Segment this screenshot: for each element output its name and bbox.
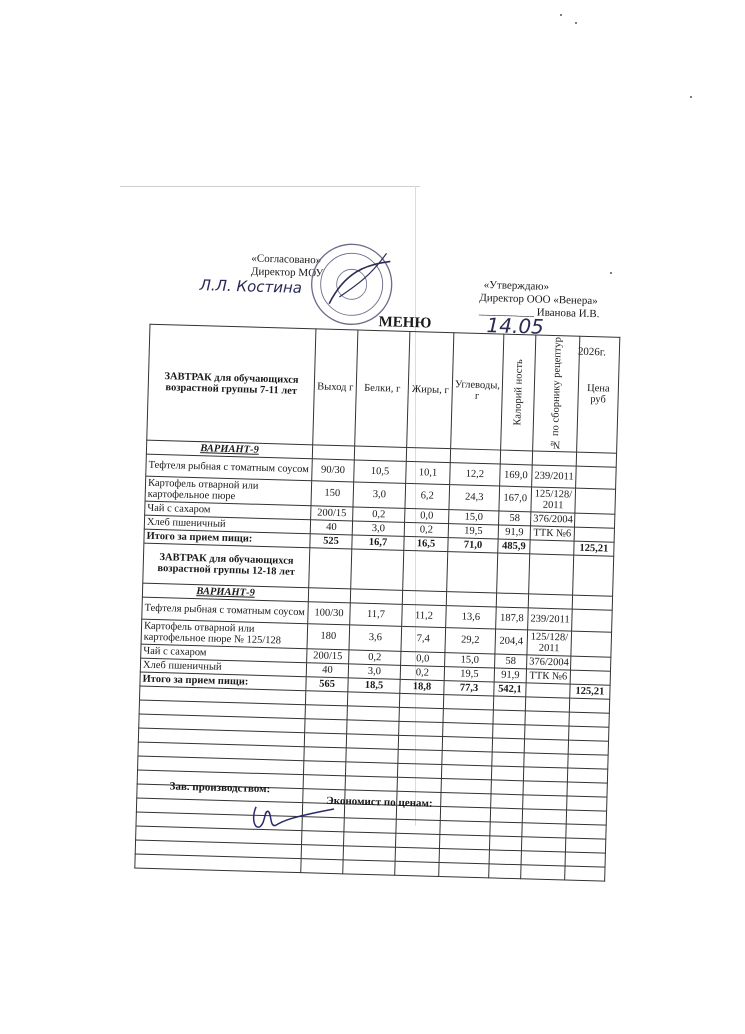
cell-recipe: ТТК №6 xyxy=(530,525,574,540)
dish-name: Хлеб пшеничный xyxy=(144,515,310,534)
dish-name: Картофель отварной или картофельное пюре xyxy=(145,476,312,506)
header-protein: Белки, г xyxy=(355,330,410,447)
cell-output: 90/30 xyxy=(312,458,355,481)
cell-protein: 11,7 xyxy=(350,602,403,625)
header-calories: Калорий ность xyxy=(501,334,536,450)
total-fat: 18,8 xyxy=(400,679,444,694)
dish-name: Тефтеля рыбная с томатным соусом xyxy=(146,454,313,481)
cell-recipe: 376/2004 xyxy=(527,654,571,669)
cell-protein: 3,0 xyxy=(353,482,406,508)
cell-price xyxy=(571,631,612,657)
header-recipe: № по сборнику рецептур xyxy=(533,335,580,452)
cell-fat: 0,0 xyxy=(401,651,445,666)
handwritten-signature xyxy=(247,797,338,839)
cell-calories: 204,4 xyxy=(495,629,528,655)
cell-calories: 58 xyxy=(495,654,527,669)
total-carbs: 71,0 xyxy=(448,537,498,552)
production-chief-label: Зав. производством: xyxy=(169,780,271,796)
cell-protein: 3,6 xyxy=(349,624,402,650)
dish-name: Чай с сахаром xyxy=(145,501,311,520)
total-recipe xyxy=(530,539,574,554)
economist-label: Экономист по ценам: xyxy=(326,794,433,810)
approval-left-line2: Директор МОУ xyxy=(250,265,324,280)
cell-output: 150 xyxy=(311,480,354,506)
cell-carbs: 15,0 xyxy=(449,509,499,524)
cell-calories: 58 xyxy=(499,511,531,526)
cell-price xyxy=(576,466,617,489)
cell-output: 40 xyxy=(306,662,348,677)
cell-protein: 0,2 xyxy=(353,507,405,522)
cell-output: 200/15 xyxy=(311,505,353,520)
total-fat: 16,5 xyxy=(404,536,448,551)
cell-calories: 187,8 xyxy=(496,607,529,630)
total-label: Итого за прием пищи: xyxy=(140,672,306,691)
cell-price xyxy=(575,488,616,514)
dish-name: Картофель отварной или картофельное пюре № 125/128 xyxy=(141,619,308,649)
total-protein: 18,5 xyxy=(348,677,400,692)
total-output: 565 xyxy=(306,676,348,691)
cell-carbs: 13,6 xyxy=(446,605,497,628)
cell-fat: 11,2 xyxy=(402,604,447,627)
cell-protein: 3,0 xyxy=(348,663,400,678)
cell-carbs: 15,0 xyxy=(445,652,495,667)
approval-right-line3: __________ Иванова И.В. xyxy=(478,304,600,321)
cell-carbs: 12,2 xyxy=(450,462,501,485)
total-protein: 16,7 xyxy=(352,535,404,550)
cell-recipe: ТТК №6 xyxy=(526,668,570,683)
handwritten-date: 14.05 xyxy=(486,313,545,339)
year-label: 2026г. xyxy=(577,345,607,359)
handwritten-signature-name: Л.Л. Костина xyxy=(199,276,303,297)
header-output: Выход г xyxy=(313,329,358,446)
cell-recipe: 376/2004 xyxy=(531,511,575,526)
cell-protein: 0,2 xyxy=(349,649,401,664)
total-price: 125,21 xyxy=(574,541,614,556)
approval-right-line1: «Утверждаю» xyxy=(483,279,550,293)
page-title: МЕНЮ xyxy=(378,314,432,332)
total-calories: 542,1 xyxy=(494,682,526,697)
cell-output: 180 xyxy=(307,623,350,649)
cell-price xyxy=(575,513,615,528)
header-price: Цена руб xyxy=(577,336,620,453)
cell-carbs: 19,5 xyxy=(444,666,494,681)
cell-recipe: 239/2011 xyxy=(528,607,573,630)
cell-price xyxy=(570,670,610,685)
cell-calories: 167,0 xyxy=(499,486,532,512)
header-meal-2: ЗАВТРАК для обучающихся возрастной группы 12-18 лет xyxy=(143,543,310,588)
total-price: 125,21 xyxy=(570,684,610,699)
cell-output: 100/30 xyxy=(308,601,351,624)
cell-price xyxy=(571,656,611,671)
total-label: Итого за прием пищи: xyxy=(144,529,310,548)
header-carbs: Углеводы, г xyxy=(451,333,504,450)
cell-fat: 7,4 xyxy=(401,626,446,652)
approval-left-line1: «Согласовано» xyxy=(251,252,322,267)
cell-fat: 0,2 xyxy=(400,665,444,680)
cell-output: 200/15 xyxy=(307,648,349,663)
cell-recipe: 125/128/ 2011 xyxy=(531,487,576,513)
cell-fat: 10,1 xyxy=(406,461,451,484)
cell-calories: 169,0 xyxy=(500,464,533,487)
cell-fat: 0,2 xyxy=(404,522,448,537)
total-output: 525 xyxy=(310,533,352,548)
cell-carbs: 19,5 xyxy=(448,523,498,538)
cell-calories: 91,9 xyxy=(494,668,526,683)
cell-fat: 0,0 xyxy=(405,508,449,523)
variant-label: ВАРИАНТ-9 xyxy=(142,583,308,602)
total-carbs: 77,3 xyxy=(444,680,494,695)
cell-price xyxy=(574,527,614,542)
cell-recipe: 239/2011 xyxy=(532,465,577,488)
cell-protein: 10,5 xyxy=(354,460,407,483)
cell-protein: 3,0 xyxy=(352,521,404,536)
dish-name: Чай с сахаром xyxy=(141,644,307,663)
cell-price xyxy=(572,609,613,632)
cell-recipe: 125/128/ 2011 xyxy=(527,629,572,655)
dish-name: Хлеб пшеничный xyxy=(140,658,306,677)
header-fat: Жиры, г xyxy=(407,331,454,448)
cell-carbs: 24,3 xyxy=(449,484,500,510)
table-header-row xyxy=(147,324,620,453)
cell-fat: 6,2 xyxy=(405,483,450,509)
header-meal-1: ЗАВТРАК для обучающихся возрастной группы 7-11 лет xyxy=(147,324,316,444)
variant-label: ВАРИАНТ-9 xyxy=(146,440,312,459)
total-recipe xyxy=(526,682,570,697)
dish-name: Тефтеля рыбная с томатным соусом xyxy=(142,597,309,624)
cell-output: 40 xyxy=(310,519,352,534)
total-calories: 485,9 xyxy=(498,539,530,554)
cell-carbs: 29,2 xyxy=(445,627,496,653)
approval-right-line2: Директор ООО «Венера» xyxy=(479,291,598,308)
cell-calories: 91,9 xyxy=(498,525,530,540)
